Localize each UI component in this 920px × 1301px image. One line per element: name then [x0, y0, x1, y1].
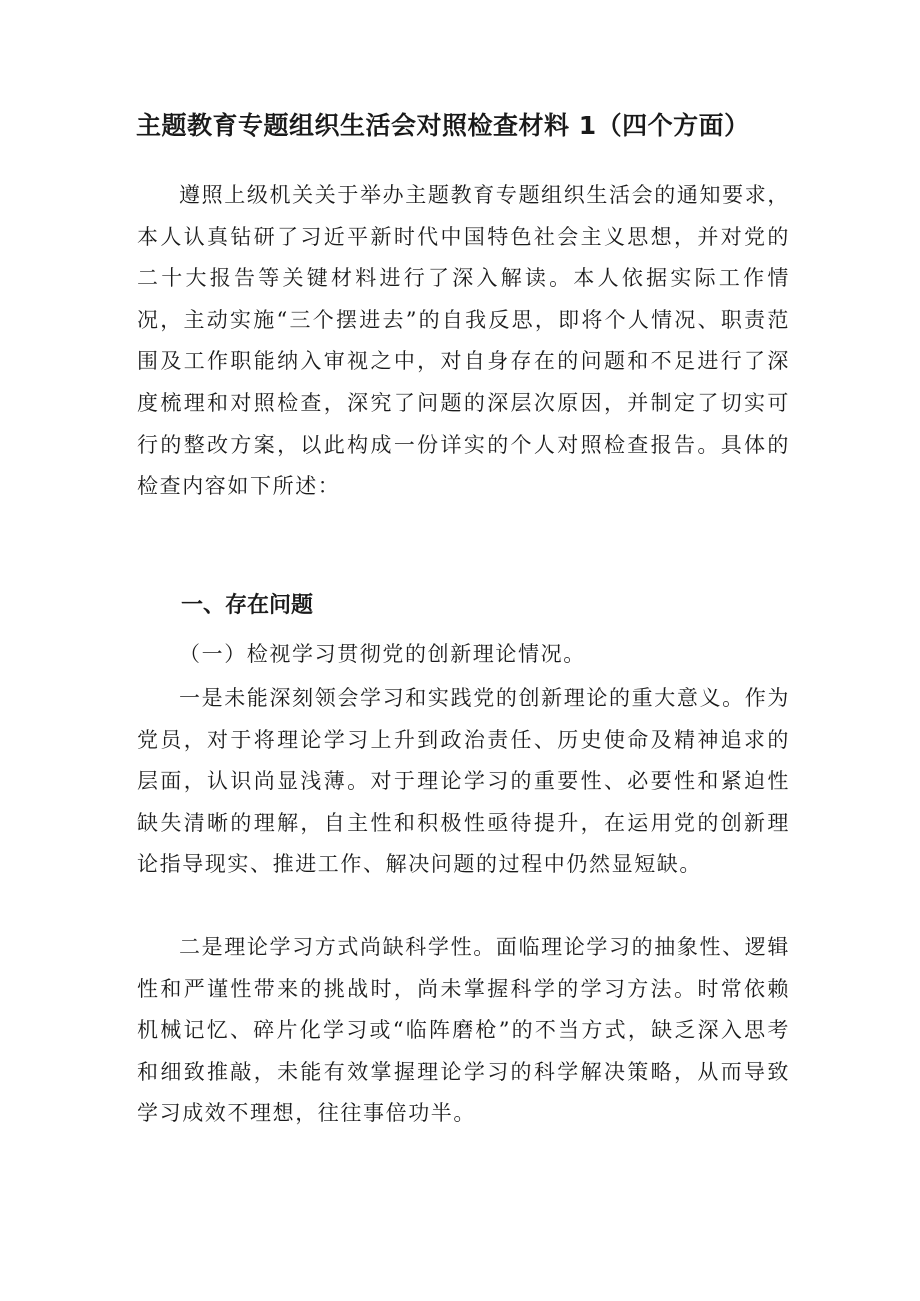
paragraph-point-two: 二是理论学习方式尚缺科学性。面临理论学习的抽象性、逻辑性和严谨性带来的挑战时，尚未掌握科学的学习方法。时常依赖机械记忆、碎片化学习或“临阵磨枪”的不当方式，缺乏深入思考和细致推敲，未能有效掌握理论学习的科学解决策略，从而导致学习成效不理想，往往事倍功半。	[137, 935, 790, 1126]
intro-paragraph: 遵照上级机关关于举办主题教育专题组织生活会的通知要求，本人认真钻研了习近平新时代中国特色社会主义思想，并对党的二十大报告等关键材料进行了深入解读。本人依据实际工作情况，主动实施“三个摆进去”的自我反思，即将个人情况、职责范围及工作职能纳入审视之中，对自身存在的问题和不足进行了深度梳理和对照检查，深究了问题的深层次原因，并制定了切实可行的整改方案，以此构成一份详实的个人对照检查报告。具体的检查内容如下所述：	[137, 183, 790, 499]
document-title: 主题教育专题组织生活会对照检查材料 1（四个方面）	[136, 111, 750, 140]
section-heading-problems: 一、存在问题	[181, 593, 314, 618]
subsection-heading-theory-study: （一）检视学习贯彻党的创新理论情况。	[179, 642, 586, 666]
paragraph-point-one: 一是未能深刻领会学习和实践党的创新理论的重大意义。作为党员，对于将理论学习上升到政治责任、历史使命及精神追求的层面，认识尚显浅薄。对于理论学习的重要性、必要性和紧迫性缺失清晰的理解，自主性和积极性亟待提升，在运用党的创新理论指导现实、推进工作、解决问题的过程中仍然显短缺。	[137, 686, 790, 877]
